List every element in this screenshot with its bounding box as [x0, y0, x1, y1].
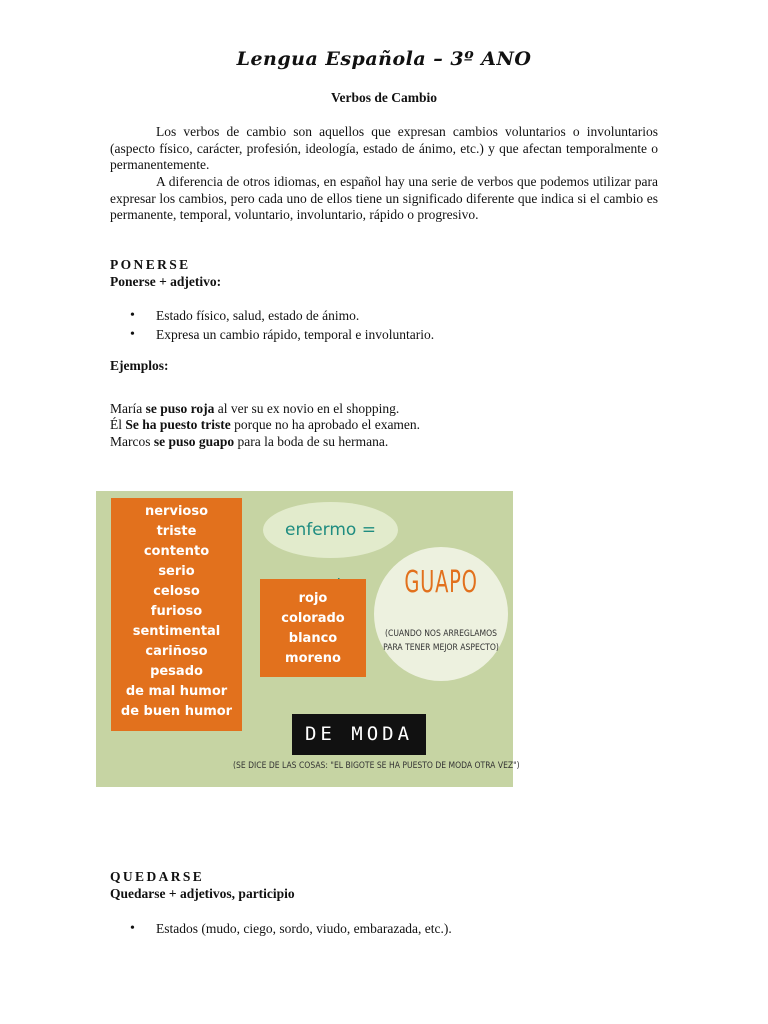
intro-paragraph-1: [110, 124, 658, 174]
ponerse-infographic: [96, 491, 520, 787]
adjective-item: furioso: [150, 604, 203, 619]
intro-text-1: Los verbos de cambio son aquellos que expresan cambios voluntarios o involuntarios (aspecto físico, carácter, profesión, ideología, estado de ánimo, etc.) y que afectan temporalmente o permanentemente.: [110, 124, 658, 172]
de-moda-note: (SE DICE DE LAS COSAS: "EL BIGOTE SE HA PUESTO DE MODA OTRA VEZ"): [233, 761, 520, 771]
examples-label: Ejemplos:: [110, 358, 169, 373]
example-sentence: [110, 434, 388, 451]
color-item: colorado: [281, 611, 345, 626]
example-verb-phrase: se puso guapo: [153, 434, 235, 449]
intro-text-2: A diferencia de otros idiomas, en español hay una serie de verbos que podemos utilizar para expresar los cambios, pero cada uno de ellos tiene un significado diferente que indica si el cambio es permanente, temporal, voluntario, involuntario, rápido o progresivo.: [110, 174, 658, 222]
enfermo-oval: enfermo =: [263, 502, 398, 558]
list-item: • Expresa un cambio rápido, temporal e involuntario.: [110, 325, 434, 344]
color-item: rojo: [298, 591, 328, 606]
adjective-item: sentimental: [132, 624, 221, 639]
adjective-item: de buen humor: [120, 704, 233, 719]
adjective-item: celoso: [153, 584, 200, 599]
adjective-item: triste: [156, 524, 197, 539]
example-sentence: [110, 417, 420, 434]
example-text: porque no ha aprobado el examen.: [230, 417, 421, 432]
quedarse-bullet-list: [110, 919, 452, 938]
example-text: María: [110, 401, 146, 416]
guapo-circle: [374, 547, 508, 681]
adjective-item: nervioso: [144, 504, 208, 519]
example-verb-phrase: se puso roja: [145, 401, 215, 416]
example-text: para la boda de su hermana.: [234, 434, 389, 449]
example-text: Marcos: [110, 434, 154, 449]
example-verb-phrase: Se ha puesto triste: [125, 417, 231, 432]
adjective-item: cariñoso: [145, 644, 208, 659]
ponerse-heading: PONERSE: [110, 257, 191, 272]
adjective-item: de mal humor: [125, 684, 228, 699]
de-moda-box: DE MODA: [292, 714, 426, 755]
section-title: Verbos de Cambio: [330, 90, 437, 105]
adjective-item: contento: [143, 544, 210, 559]
color-item: moreno: [285, 651, 341, 666]
guapo-note: (CUANDO NOS ARREGLAMOS PARA TENER MEJOR ASPECTO): [383, 629, 499, 653]
adjective-item: serio: [158, 564, 195, 579]
guapo-word: GUAPO: [404, 565, 478, 600]
quedarse-heading: QUEDARSE: [110, 869, 205, 884]
list-item: • Estados (mudo, ciego, sordo, viudo, embarazada, etc.).: [110, 919, 452, 938]
quedarse-subheading: Quedarse + adjetivos, participio: [110, 886, 295, 901]
page-title: Lengua Española – 3º ANO: [236, 48, 532, 70]
list-item: • Estado físico, salud, estado de ánimo.: [110, 306, 434, 325]
ponerse-subheading: Ponerse + adjetivo:: [110, 274, 222, 289]
colors-box: [260, 579, 366, 677]
ponerse-bullet-list: [110, 306, 434, 344]
adjective-item: pesado: [150, 664, 203, 679]
intro-paragraph-2: [110, 174, 658, 224]
color-item: blanco: [288, 631, 338, 646]
example-text: al ver su ex novio en el shopping.: [214, 401, 400, 416]
adjectives-box: [111, 498, 242, 731]
example-text: Él: [110, 417, 126, 432]
example-sentence: [110, 401, 399, 418]
